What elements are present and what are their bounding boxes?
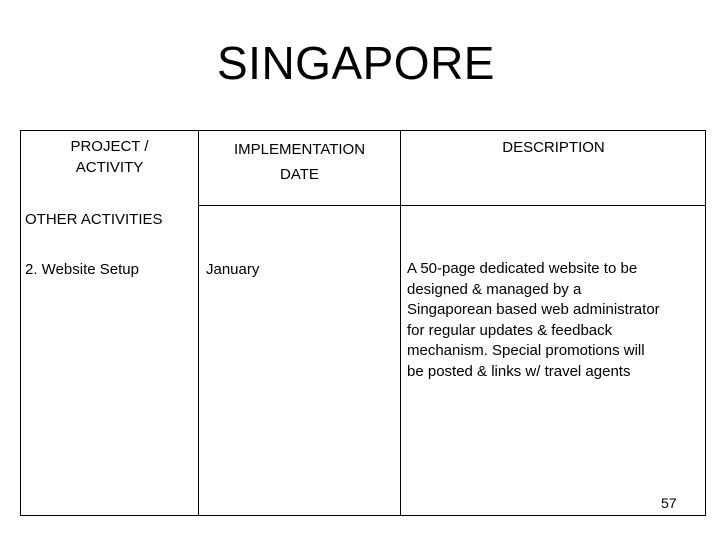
page-number: 57: [661, 495, 677, 511]
header-implementation-date: IMPLEMENTATION DATE: [233, 141, 366, 183]
section-label: OTHER ACTIVITIES: [25, 211, 163, 228]
row-implementation-date: January: [206, 261, 260, 278]
row-description: A 50-page dedicated website to be designed & managed by a Singaporean based web administrator for regular updates & feedback mechanism. Special promotions will be posted & links w/ travel agents: [407, 260, 660, 380]
row-activity: 2. Website Setup: [25, 261, 139, 278]
slide-title: SINGAPORE: [216, 37, 495, 89]
header-description: DESCRIPTION: [502, 139, 605, 156]
header-project-activity: PROJECT / ACTIVITY: [70, 138, 149, 176]
column-divider: [400, 131, 401, 515]
activity-table: [20, 130, 706, 516]
column-divider: [198, 131, 199, 515]
header-divider: [198, 205, 706, 206]
